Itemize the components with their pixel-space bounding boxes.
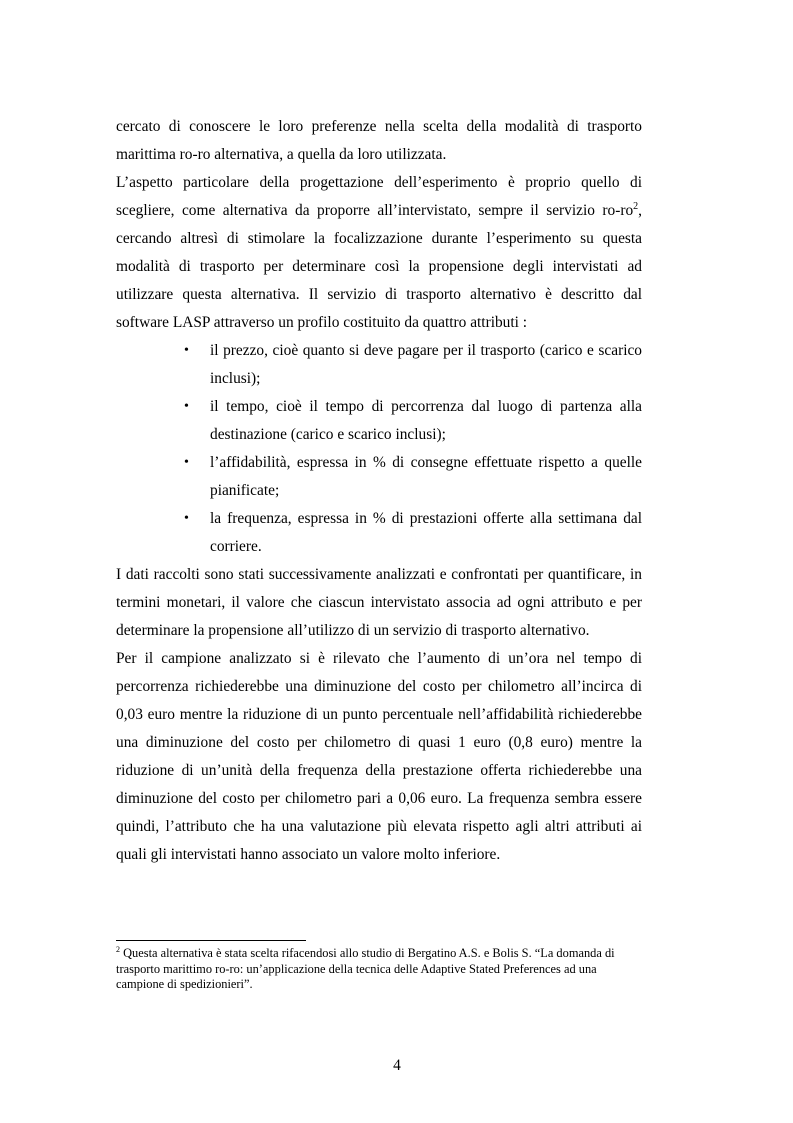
bullet-icon: •	[184, 511, 189, 526]
page-number: 4	[393, 1057, 401, 1074]
paragraph-1: cercato di conoscere le loro preferenze nella scelta della modalità di trasporto marittima ro-ro alternativa, a quella da loro utilizzata.	[116, 118, 642, 163]
list-item-time	[116, 393, 642, 449]
bullet-icon: •	[184, 455, 189, 470]
list-item-price	[116, 337, 642, 393]
footnote-separator	[116, 940, 306, 941]
footnote-number: 2	[116, 944, 120, 954]
attribute-list	[116, 337, 642, 561]
paragraph-4: Per il campione analizzato si è rilevato che l’aumento di un’ora nel tempo di percorrenza richiederebbe una diminuzione del costo per chilometro all’incirca di 0,03 euro mentre la riduzione di un punto percentuale nell’affidabilità richiederebbe una diminuzione del costo per chilometro di quasi 1 euro (0,8 euro) mentre la riduzione di un’unità della frequenza della prestazione offerta richiederebbe una diminuzione del costo per chilometro pari a 0,06 euro. La frequenza sembra essere quindi, l’attributo che ha una valutazione più elevata rispetto agli altri attributi ai quali gli intervistati hanno associato un valore molto inferiore.	[116, 650, 642, 863]
list-item-text: la frequenza, espressa in % di prestazioni offerte alla settimana dal corriere.	[210, 510, 642, 555]
paragraph-2	[116, 169, 642, 337]
paragraph-2-text-a: L’aspetto particolare della progettazione dell’esperimento è proprio quello di scegliere, come alternativa da proporre all’intervistato, sempre il servizio ro-ro	[116, 174, 642, 219]
footnote-text: Questa alternativa è stata scelta rifacendosi allo studio di Bergatino A.S. e Bolis S. “La domanda di trasporto marittimo ro-ro: un’applicazione della tecnica delle Adaptive Stated Preferences ad una campione di spedizionieri”.	[116, 946, 615, 991]
list-item-text: il tempo, cioè il tempo di percorrenza dal luogo di partenza alla destinazione (carico e scarico inclusi);	[210, 398, 642, 443]
list-item-text: il prezzo, cioè quanto si deve pagare per il trasporto (carico e scarico inclusi);	[210, 342, 642, 387]
bullet-icon: •	[184, 399, 189, 414]
paragraph-2-text-b: , cercando altresì di stimolare la focalizzazione durante l’esperimento su questa modalità di trasporto per determinare così la propensione degli intervistati ad utilizzare questa alternativa. Il servizio di trasporto alternativo è descritto dal software LASP attraverso un profilo costituito da quattro attributi :	[116, 202, 642, 331]
bullet-icon: •	[184, 343, 189, 358]
list-item-reliability	[116, 449, 642, 505]
footnote-reference[interactable]: 2	[633, 200, 639, 212]
footnote	[116, 946, 642, 993]
list-item-text: l’affidabilità, espressa in % di consegne effettuate rispetto a quelle pianificate;	[210, 454, 642, 499]
main-text	[116, 113, 642, 869]
list-item-frequency	[116, 505, 642, 561]
paragraph-3: I dati raccolti sono stati successivamente analizzati e confrontati per quantificare, in termini monetari, il valore che ciascun intervistato associa ad ogni attributo e per determinare la propensione all’utilizzo di un servizio di trasporto alternativo.	[116, 566, 642, 639]
